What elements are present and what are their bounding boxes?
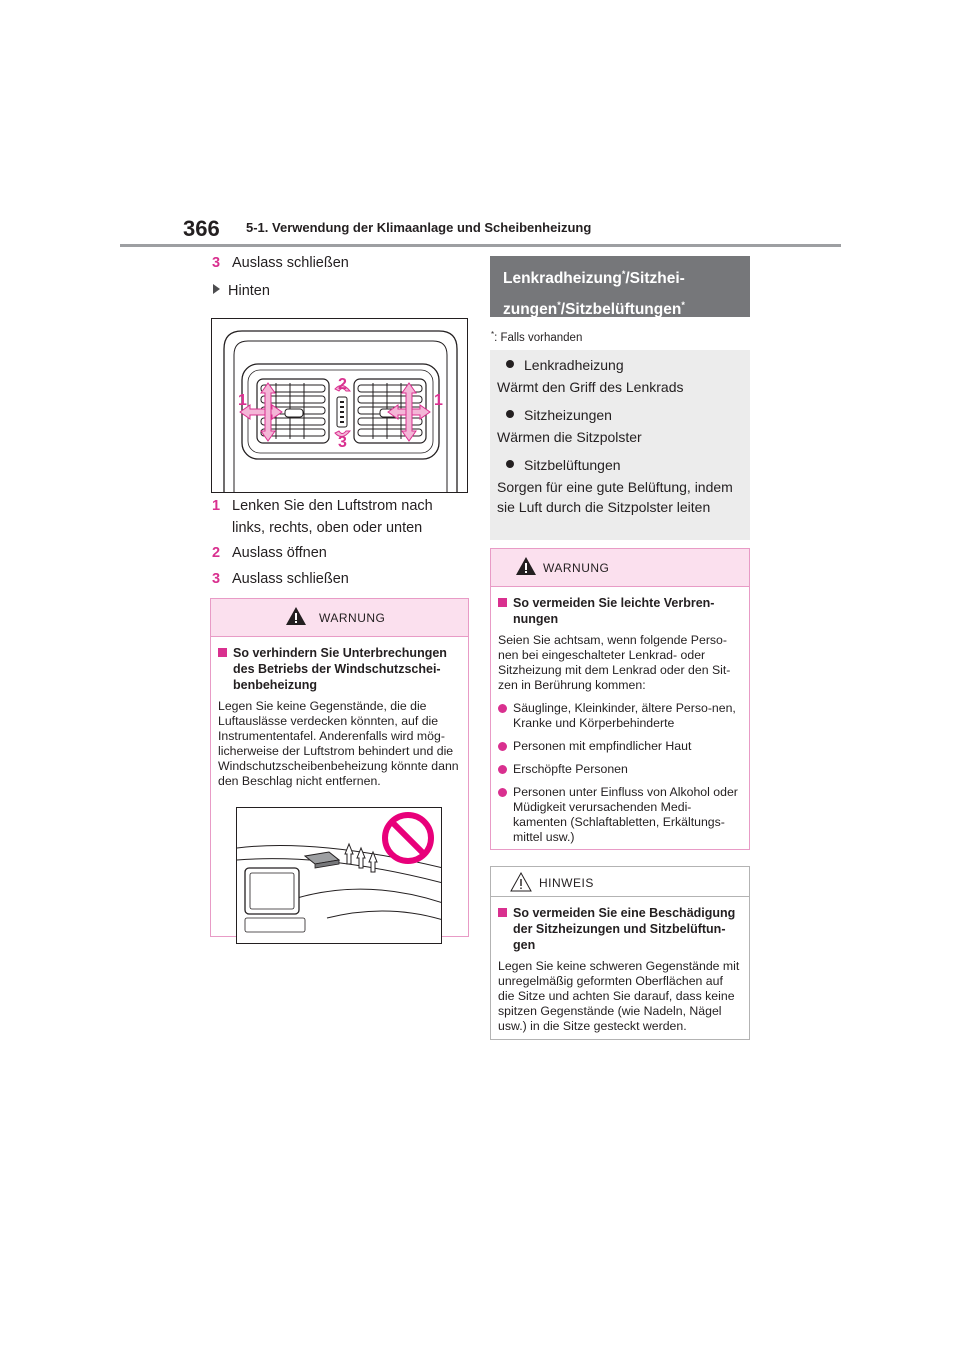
callout-2: 2 [338, 376, 347, 393]
footnote-mark: * [491, 330, 495, 339]
list-item-text: Personen unter Einfluss von Alkohol oder Müdigkeit verursachenden Medi-kamenten (Schlaftabletten, Erkältungs-mittel usw.) [513, 785, 738, 844]
callout-3: 3 [338, 434, 347, 451]
list-item [498, 739, 742, 754]
list-item [498, 785, 742, 845]
warning-title [218, 645, 461, 693]
subheading-text: Hinten [228, 283, 270, 299]
callout-1-left: 1 [238, 392, 247, 409]
warning-triangle-icon [285, 606, 307, 626]
dashboard-drawing [237, 808, 442, 944]
bullet-dot-icon [506, 360, 514, 368]
step-number: 3 [212, 255, 221, 271]
list-item-text: Erschöpfte Personen [513, 762, 628, 776]
warning-title-text: So verhindern Sie Unterbrechungen des Betriebs der Windschutzschei-benbeheizung [233, 646, 447, 692]
banner-line-2 [503, 292, 750, 323]
page-number: 366 [183, 216, 220, 241]
feature-name [497, 355, 750, 375]
feature-description: Wärmen die Sitzpolster [497, 429, 642, 445]
banner-asterisk: * [621, 269, 626, 279]
warning-box-burns [490, 548, 750, 850]
square-bullet-icon [498, 908, 507, 917]
feature-description: Sorgen für eine gute Belüftung, indem sie Luft durch die Sitzpolster leiten [497, 479, 733, 515]
step-close-outlet-rear [212, 569, 349, 589]
warning-triangle-icon [515, 556, 537, 576]
banner-text-3: zungen [503, 301, 558, 318]
step-text: Auslass öffnen [232, 545, 327, 561]
warning-title [498, 595, 742, 627]
header-rule [120, 244, 841, 247]
notice-header [491, 867, 749, 897]
feature-name-text: Lenkradheizung [524, 357, 624, 373]
list-item-text: Personen mit empfindlicher Haut [513, 739, 692, 753]
banner-asterisk: * [557, 300, 561, 310]
square-bullet-icon [218, 648, 227, 657]
banner-asterisk: * [681, 300, 685, 310]
warning-title-text: So vermeiden Sie leichte Verbren-nungen [513, 596, 715, 626]
notice-label: HINWEIS [539, 876, 594, 890]
notice-body: Legen Sie keine schweren Gegenstände mit unregelmäßig geformten Oberflächen auf die Sitze und achten Sie darauf, dass keine spitzen Gegenstände (wie Nadeln, Nägel usw.) in die Sitze gesteckt werden. [498, 959, 740, 1033]
step-close-outlet-front [212, 253, 349, 273]
banner-text-4: /Sitzbelüftungen [560, 301, 682, 318]
topic-banner [490, 256, 750, 317]
pink-dot-icon [498, 788, 507, 797]
warning-label: WARNUNG [543, 561, 610, 575]
notice-title [498, 905, 742, 953]
pink-dot-icon [498, 742, 507, 751]
warning-body: Legen Sie keine Gegenstände, die die Luftauslässe verdecken könnten, auf die Instrumententafel. Anderenfalls wird mög-licherweise der Luftstrom behindert und die Windschutzscheibenbeheizung könnte dann den Beschlag nicht entfernen. [218, 699, 459, 788]
square-bullet-icon [498, 598, 507, 607]
feature-name [497, 455, 750, 475]
warning-header [491, 549, 749, 587]
banner-line-1 [503, 261, 750, 292]
list-item [498, 701, 742, 731]
caution-triangle-icon [509, 871, 533, 893]
warning-header [211, 599, 468, 637]
warning-label: WARNUNG [319, 611, 386, 625]
subheading-rear [213, 283, 270, 299]
pink-dot-icon [498, 704, 507, 713]
footnote-text: : Falls vorhanden [494, 332, 583, 344]
notice-box [490, 866, 750, 1040]
banner-text-2: /Sitzhei- [625, 270, 685, 287]
step-text-continued: links, rechts, oben oder unten [232, 520, 423, 536]
bullet-dot-icon [506, 410, 514, 418]
notice-title-text: So vermeiden Sie eine Beschädigung der Sitzheizungen und Sitzbelüftun-gen [513, 906, 736, 952]
feature-description: Wärmt den Griff des Lenkrads [497, 379, 684, 395]
pink-dot-icon [498, 765, 507, 774]
step-number: 2 [212, 545, 221, 561]
step-text: Lenken Sie den Luftstrom nach [232, 498, 433, 514]
section-title: 5-1. Verwendung der Klimaanlage und Scheibenheizung [246, 220, 592, 235]
step-text: Auslass schließen [232, 571, 349, 587]
dashboard-prohibited-illustration [236, 807, 442, 944]
step-number: 3 [212, 571, 221, 587]
step-text: Auslass schließen [232, 255, 349, 271]
step-open-outlet [212, 543, 327, 563]
feature-name-text: Sitzbelüftungen [524, 457, 621, 473]
rear-vent-illustration [211, 318, 468, 493]
footnote [491, 330, 582, 344]
banner-text-1: Lenkradheizung [503, 270, 622, 287]
step-direct-airflow [212, 496, 433, 538]
list-item [498, 762, 742, 777]
warning-box-defroster [210, 598, 469, 937]
callout-1-right: 1 [434, 392, 443, 409]
feature-list-box [490, 350, 750, 540]
feature-name-text: Sitzheizungen [524, 407, 612, 423]
step-number: 1 [212, 498, 221, 514]
rear-vent-drawing [212, 319, 468, 493]
feature-name [497, 405, 750, 425]
bullet-dot-icon [506, 460, 514, 468]
warning-body: Seien Sie achtsam, wenn folgende Perso-nen bei eingeschalteter Lenkrad- oder Sitzheizung mit dem Lenkrad oder den Sit-zen in Berührung kommen: [498, 633, 731, 692]
list-item-text: Säuglinge, Kleinkinder, ältere Perso-nen, Kranke und Körperbehinderte [513, 701, 736, 730]
triangle-bullet-icon [213, 284, 220, 294]
